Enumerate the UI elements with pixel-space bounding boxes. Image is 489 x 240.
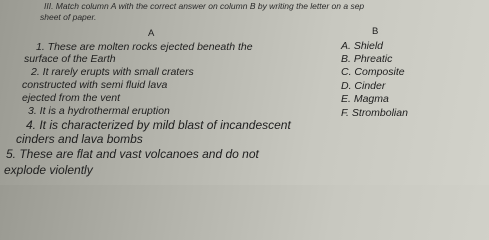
question-2-line-3: ejected from the vent <box>22 92 121 104</box>
choice-f: F. Strombolian <box>341 107 408 119</box>
question-4-line-1: 4. It is characterized by mild blast of incandescent <box>26 118 291 132</box>
question-1-line-1: 1. These are molten rocks ejected beneath the <box>36 41 253 53</box>
question-3-line-1: 3. It is a hydrothermal eruption <box>28 105 170 117</box>
question-5-line-1: 5. These are flat and vast volcanoes and do not <box>6 147 259 161</box>
column-a-header: A <box>148 28 155 39</box>
question-2-line-1: 2. It rarely erupts with small craters <box>31 66 194 78</box>
column-b-header: B <box>372 26 379 37</box>
question-4-line-2: cinders and lava bombs <box>16 132 143 146</box>
choice-d: D. Cinder <box>341 80 386 92</box>
question-5-line-2: explode violently <box>4 163 93 177</box>
question-1-line-2: surface of the Earth <box>24 53 116 65</box>
instruction-line-2: sheet of paper. <box>40 12 97 22</box>
choice-c: C. Composite <box>341 66 405 78</box>
choice-e: E. Magma <box>341 93 389 105</box>
choice-a: A. Shield <box>341 40 384 52</box>
choice-b: B. Phreatic <box>341 53 393 65</box>
question-2-line-2: constructed with semi fluid lava <box>22 79 168 91</box>
instruction-line-1: III. Match column A with the correct answer on column B by writing the letter on a sep <box>44 1 365 11</box>
